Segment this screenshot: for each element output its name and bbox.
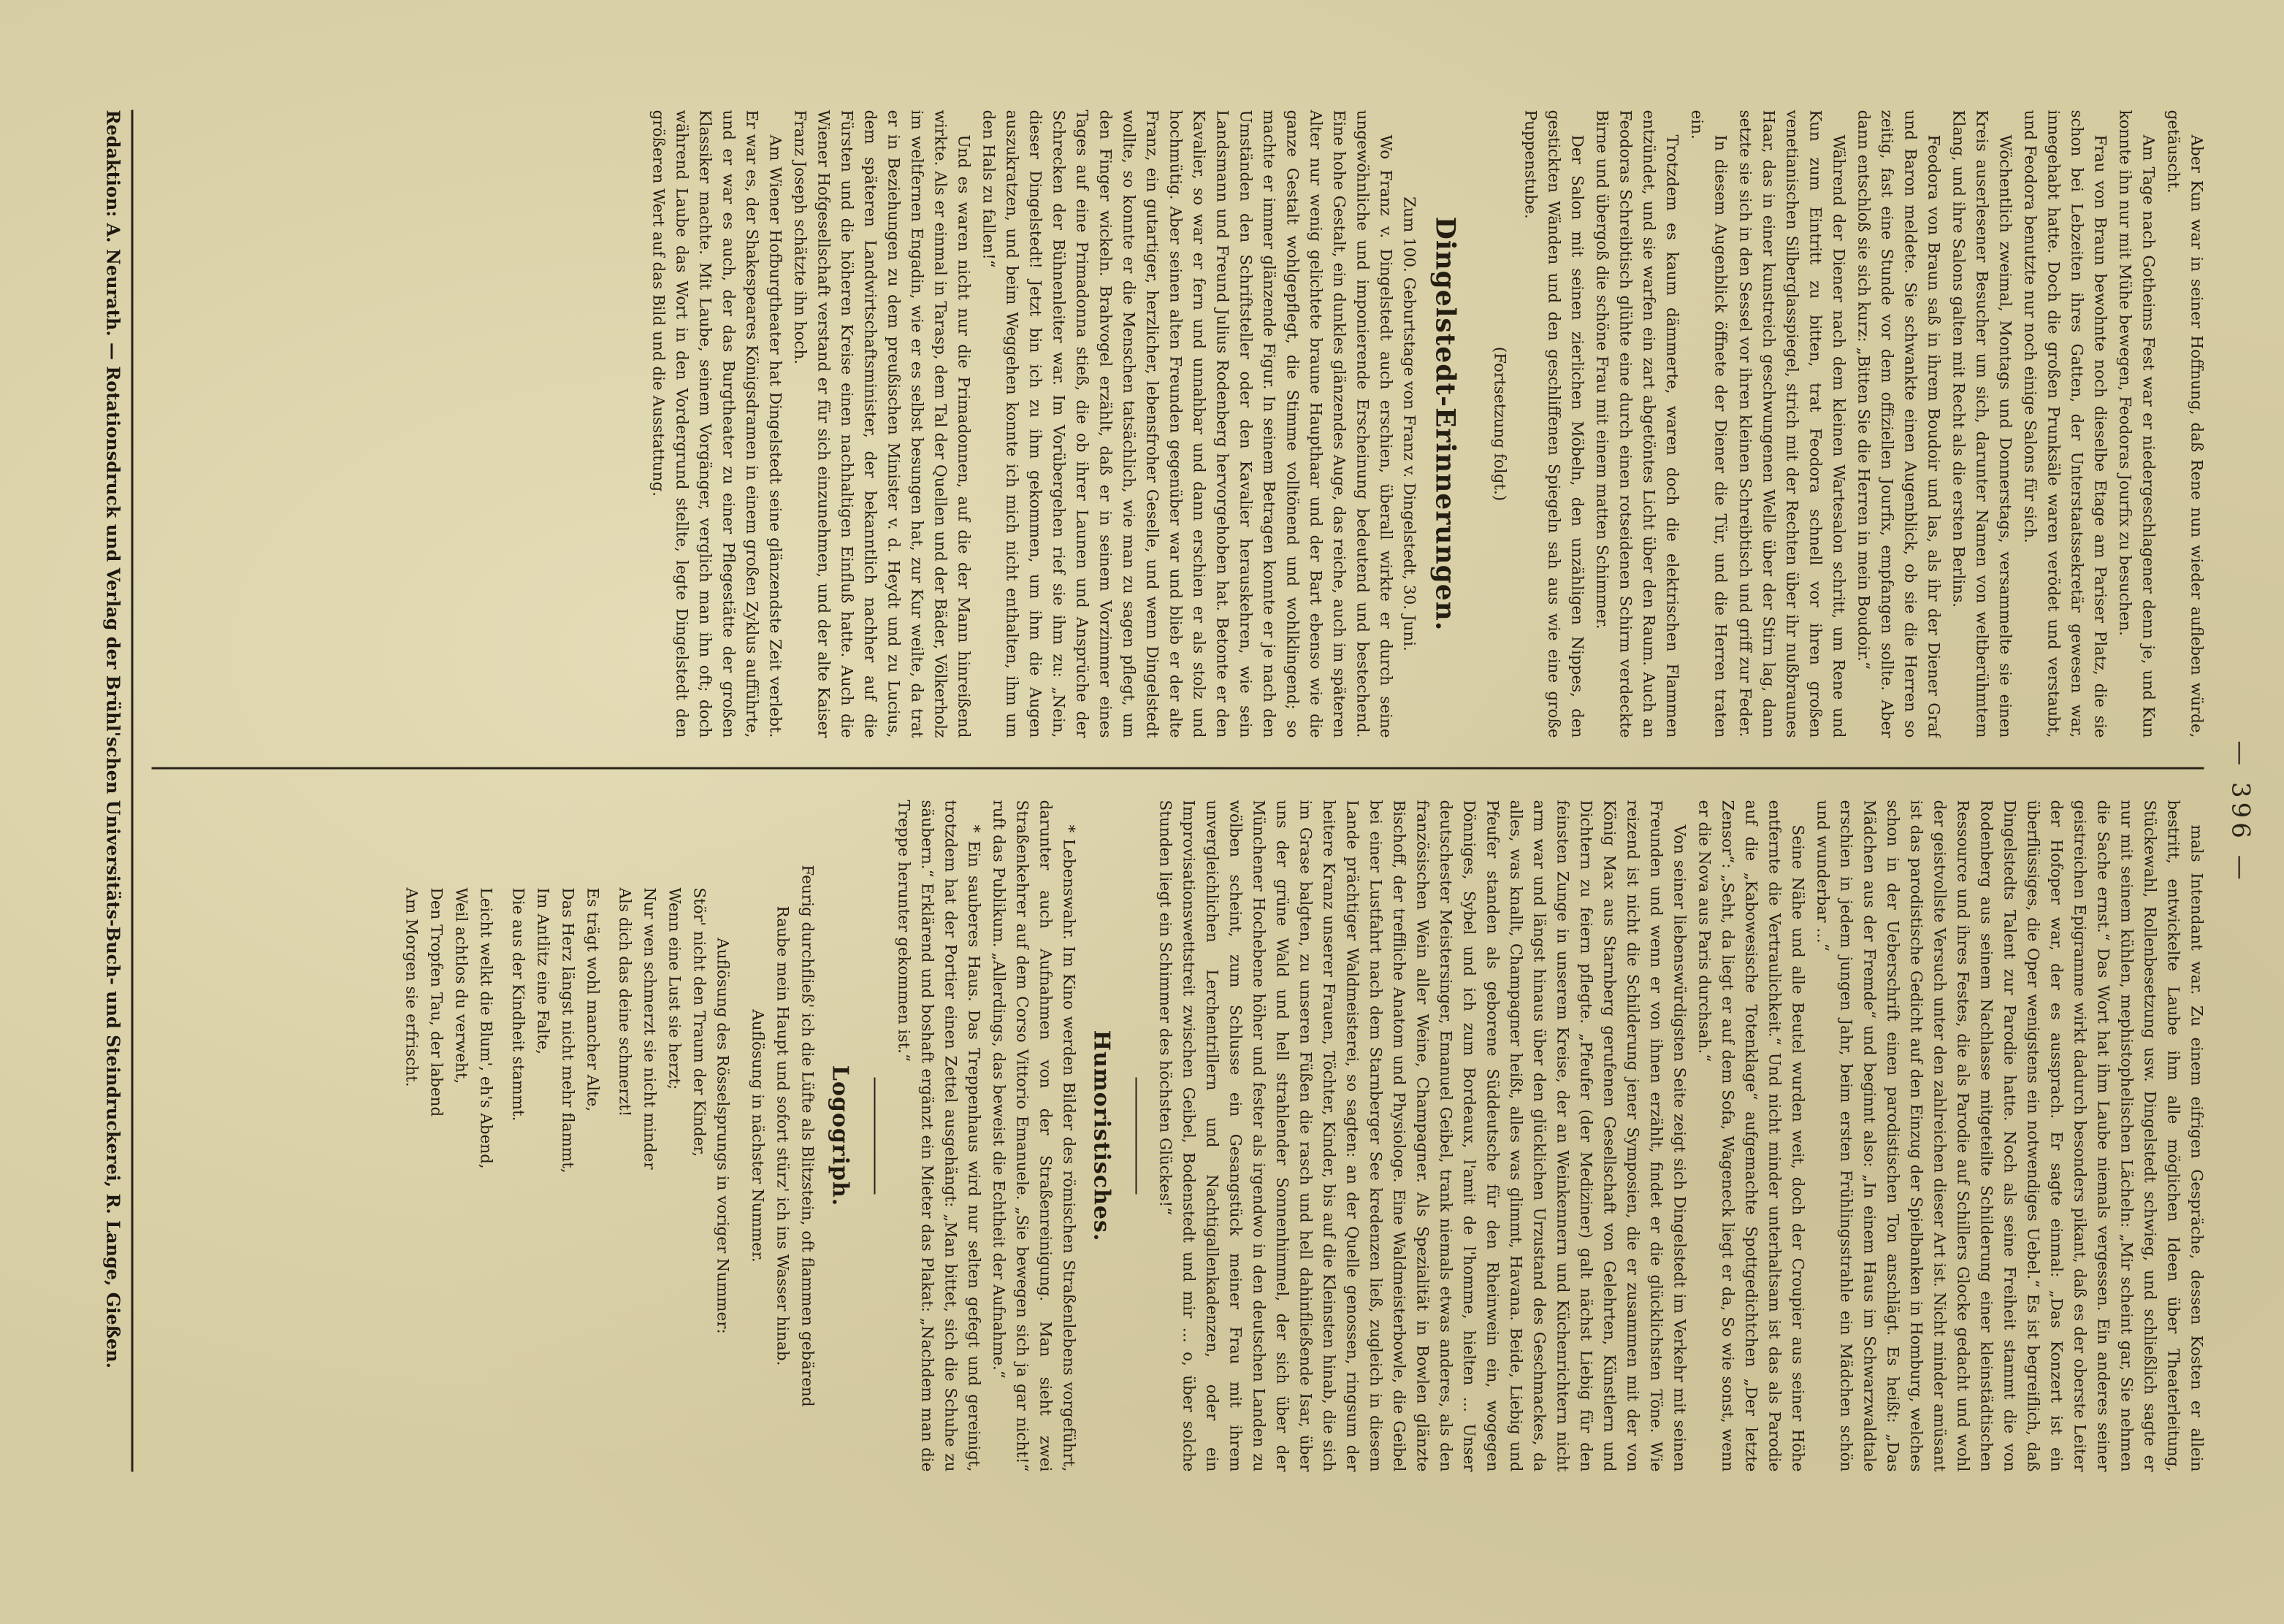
section-divider xyxy=(1135,1077,1137,1194)
poem-line: Wenn eine Lust sie herzt; xyxy=(665,887,683,1089)
imprint-footer: Redaktion: A. Neurath. — Rotationsdruck und Verlag der Brühl'schen Universitäts-Buch- und Steindruckerei, R. Lange, Gießen. xyxy=(102,110,133,1471)
paragraph: Am Wiener Hofburgtheater hat Dingelstedt seine glänzendste Zeit verlebt. Er war es, der Shakespeares Königsdramen in einem großen Zyklus aufführte, und er war es auch, der das Burgtheater zu einer Pflegestätte der großen Klassiker machte. Mit Laube, seinem Vorgänger, verglich man ihn oft; doch während Laube das Wort in den Vordergrund stellte, legte Dingelstedt den größeren Wert auf das Bild und die Ausstattung. xyxy=(649,110,784,738)
right-column xyxy=(155,800,2207,1471)
poem-line: Leicht welkt die Blum', eh's Abend, xyxy=(476,887,494,1169)
poem-line: Als dich das deine schmerzt! xyxy=(615,887,633,1116)
article-body xyxy=(646,110,1397,738)
continuation-note: (Fortsetzung folgt.) xyxy=(1490,346,1508,501)
paragraph: Während der Diener nach dem kleinen Wartesalon schritt, um Rene und Kun zum Eintritt zu bitten, trat Feodora schnell vor ihren großen venetianischen Silberglasspiegel, strich mit der Rechten über ihr nußbraunes Haar, das in einer kunstreich geschwungenen Welle über der Stirn lag, dann setzte sie sich in den Sessel vor ihren kleinen Schreibtisch und griff zur Feder. xyxy=(1735,110,1847,738)
paragraph: Von seiner liebenswürdigsten Seite zeigt sich Dingelstedt im Verkehr mit seinen Freunden und wenn er von ihnen erzählt, findet er die glücklichsten Töne. Wie reizend ist nicht die Schilderung jener Symposien, die er zusammen mit der von König Max aus Starnberg gerufenen Gesellschaft von Gelehrten, Künstlern und Dichtern zu feiern pflegte. „Pfeufer (der Mediziner) galt nächst Liebig für den feinsten Zunge in unserem Kreise, der an Weinkennern und Küchenrichtern nicht arm war und längst hinaus über den glücklichen Urzustand des Geschmackes, da alles, was knallt, Champagner heißt, alles was glimmt, Havana. Beide, Liebig und Pfeufer standen als geborene Süddeutsche für den Rheinwein ein, wogegen Dönniges, Sybel und ich zum Bordeaux, l'amit de l'homme, hielten … Unser deutschester Meistersinger, Emanuel Geibel, trank niemals etwas anderes, als den französischen Wein aller Weine, Champagner. Als Spezialität in Bowlen glänzte Bischoff, der treffliche Anatom und Physiologe. Eine Waldmeisterbowle, die Geibel bei einer Lustfahrt nach dem Starnberger See kredenzen ließ, zugleich in diesem Lande prächtiger Waldmeisterei, so sagten: an der Quelle genossen, ringsum der heitere Kranz unserer Frauen, Töchter, Kinder, bis auf die Kleinsten hinab, die sich im Grase balgten, zu unseren Füßen die rasch und hell dahinfließende Isar, über uns der grüne Wald und hell strahlender Sonnenhimmel, der sich über der Münchener Hochebene höher und fester als irgendwo in den deutschen Landen zu wölben scheint, zum Schlusse ein Gesangstück meiner Frau mit ihrem unvergleichlichen Lerchentrillern und Nachtigallenkadenzen, oder ein Improvisationswettstreit zwischen Geibel, Bodenstedt und mir … o, über solche Stunden liegt ein Schimmer des höchsten Glückes!“ xyxy=(1156,800,1688,1471)
article-title: Dingelstedt-Erinnerungen. xyxy=(1429,216,1460,631)
poem-line: Nur wen schmerzt sie nicht minder xyxy=(640,887,658,1170)
paragraph: Wöchentlich zweimal, Montags und Donnerstags, versammelte sie einen Kreis auserlesener Besucher um sich, darunter Namen von weltberühmtem Klang, und ihre Salons galten mit Recht als die ersten Berlins. xyxy=(1949,110,2014,738)
article-continuation xyxy=(1153,800,2207,1471)
paragraph: Und es waren nicht nur die Primadonnen, auf die der Mann hinreißend wirkte. Als er einmal in Tarasp, dem Tal der Quellen und der Bäder, Völkerholz im weltfernen Engadin, wie er es selbst besungen hat, zur Kur weilte, da trat er in Beziehungen zu dem preußischen Minister v. d. Heydt und zu Lucius, dem späteren Landwirtschaftsminister, der bekanntlich nachher auf die Fürsten und die höheren Kreise einen nachhaltigen Einfluß hatte. Auch die Wiener Hofgesellschaft verstand er für sich einzunehmen, und der alte Kaiser Franz Joseph schätzte ihn hoch. xyxy=(790,110,972,738)
paragraph: Der Salon mit seinen zierlichen Möbeln, den unzähligen Nippes, den gestickten Wänden und den geschliffenen Spiegeln sah aus wie eine große Puppenstube. xyxy=(1521,110,1586,738)
solution-title: Auflösung des Rösselsprungs in voriger Nummer: xyxy=(713,937,731,1334)
poem-stanza xyxy=(399,800,497,1471)
paragraph: Frau von Braun bewohnte noch dieselbe Etage am Pariser Platz, die sie schon bei Lebzeiten ihres Gatten, der Unterstaatssekretär gewesen war, innegehabt hatte. Doch die großen Prunksäle waren verödet und verstaubt, und Feodora benutzte nur noch einige Salons für sich. xyxy=(2020,110,2109,738)
logogriph-line: Auflösung in nächster Nummer. xyxy=(748,1008,766,1263)
poem-line: Den Tropfen Tau, der labend xyxy=(427,887,445,1116)
poem-line: Das Herz längst nicht mehr flammt, xyxy=(558,887,576,1173)
logogriph-title: Logogriph. xyxy=(827,1065,852,1206)
logogriph-line: Raube mein Haupt und sofort stürz' ich ins Wasser hinab. xyxy=(773,905,791,1366)
logogriph-line: Feurig durchfließ' ich die Lüfte als Blitzstein, oft flammen gebärend xyxy=(798,864,816,1407)
column-divider xyxy=(151,767,2204,769)
paragraph: Wo Franz v. Dingelstedt auch erschien, überall wirkte er durch seine ungewöhnliche und imponierende Erscheinung bedeutend und bestechend. Eine hohe Gestalt, ein dunkles glänzendes Auge, das reiche, auch im späteren Alter nur wenig gelichtete braune Haupthaar und der Bart ebenso wie die ganze Gestalt wohlgepflegt, die Stimme volltönend und wohlklingend; so machte er immer glänzende Figur. In seinem Betragen konnte er je nach den Umständen den Schriftsteller oder den Kavalier herauskehren, wie sein Landsmann und Freund Julius Rodenberg hervorgehoben hat. Betonte er den Kavalier, so war er fern und unnahbar und dann erschien er als stolz und hochmütig. Aber seinen alten Freunden gegenüber war und blieb er der alte Franz, ein gutartiger, herzlicher, lebensfroher Geselle, und wenn Dingelstedt wollte, so konnte er die Menschen tatsächlich, wie man zu sagen pflegt, um den Finger wickeln. Brahvogel erzählt, daß er in seinem Vorzimmer eines Tages auf eine Primadonna stieß, die ob ihrer Launen und Ansprüche der Schrecken der Bühnenleiter war. Im Vorübergehen rief sie ihm zu: „Nein, dieser Dingelstedt! Jetzt bin ich zu ihm gekommen, um ihm die Augen auszukratzen, und beim Weggehen konnte ich mich nicht enthalten, ihm um den Hals zu fallen!“ xyxy=(979,110,1394,738)
poem-line: Weil achtlos du verweht, xyxy=(451,887,470,1084)
section-divider xyxy=(874,1077,875,1194)
paragraph: Aber Kun war in seiner Hoffnung, daß Rene nun wieder aufleben würde, getäuscht. xyxy=(2163,110,2205,738)
paragraph: Feodora von Braun saß in ihrem Boudoir und las, als ihr der Diener Graf und Baron meldete. Sie schwankte einen Augenblick, ob sie die Herren so zeitig, fast eine Stunde vor dem offiziellen Jourfix, empfangen sollte. Aber dann entschloß sie sich kurz: „Bitten Sie die Herren in mein Boudoir.“ xyxy=(1854,110,1942,738)
humor-section xyxy=(891,800,1080,1471)
poem-line: Die aus der Kindheit stammt. xyxy=(508,887,527,1122)
poem-stanza xyxy=(612,800,710,1471)
humor-item: * Ein sauberes Haus. Das Treppenhaus wird nur selten gefegt und gereinigt, trotzdem hat der Portier einen Zettel ausgehängt: „Man bittet, sich die Schuhe zu säubern.“ Erklärend und boshaft ergänzt ein Mieter das Plakat: „Nachdem man die Treppe herunter gekommen ist.“ xyxy=(894,800,982,1471)
paragraph: mals Intendant war. Zu einem eifrigen Gespräche, dessen Kosten er allein bestritt, entwickelte Laube ihm alle möglichen Ideen über Theaterleitung, Stückewahl, Rollenbesetzung usw. Dingelstedt schwieg, und schließlich sagte er nur mit seinem kühlen, mephistophelischen Lächeln: „Mir scheint gar, Sie nehmen die Sache ernst.“ Das Wort hat ihm Laube niemals vergessen. Ein anderes seiner geistreichen Epigramme wirkt dadurch besonders pikant, daß es der oberste Leiter der Hofoper war, der es aussprach. Er sagte einmal: „Das Konzert ist ein überflüssiges, die Oper wenigstens ein notwendiges Uebel.“ Es ist begreiflich, daß Dingelstedts Talent zur Parodie hatte. Noch als seine Freiheit stammt die von Rodenberg aus seinem Nachlasse mitgeteilte Schilderung einer kleinstädtischen Ressource und ihres Festes, die als Parodie auf Schillers Glocke gedacht und wohl der geistvollste Versuch unter den zahlreichen dieser Art ist. Nicht minder amüsant ist das parodistische Gedicht auf den Einzug der Spielbanken in Homburg, welches schon in der Ueberschrift einen parodistischen Ton anschlägt. Es heißt: „Das Mädchen aus der Fremde“ und beginnt also: „In einem Haus im Schwarzwaldtale erschien in jedem jungen Jahr, beim ersten Frühlingsstrahle ein Mädchen schön und wunderbar …“ xyxy=(1813,800,2205,1471)
page-number: — 396 — xyxy=(2226,740,2255,884)
poem-line: Am Morgen sie erfrischt. xyxy=(402,887,420,1087)
article-subtitle: Zum 100. Geburtstage von Franz v. Dingelstedt, 30. Juni. xyxy=(1399,196,1418,651)
logogriph-puzzle xyxy=(745,800,818,1471)
humor-title: Humoristisches. xyxy=(1088,1030,1114,1241)
paragraph: In diesem Augenblick öffnete der Diener die Tür, und die Herren traten ein. xyxy=(1687,110,1729,738)
humor-item: * Lebenswahr. Im Kino werden Bilder des römischen Straßenlebens vorgeführt, darunter auch Aufnahmen von der Straßenreinigung. Man sieht zwei Straßenkehrer auf dem Corso Vittorio Emanuele. „Sie bewegen sich ja gar nicht!“ ruft das Publikum. „Allerdings, das beweist die Echtheit der Aufnahme.“ xyxy=(989,800,1077,1471)
poem-line: Stör' nicht den Traum der Kinder, xyxy=(690,887,708,1157)
paragraph: Trotzdem es kaum dämmerte, waren doch die elektrischen Flammen entzündet, und sie warfen ein zart abgetöntes Licht über den Raum. Auch an Feodoras Schreibtisch glühte eine durch einen rotseidenen Schirm verdeckte Birne und übergoß die schöne Frau mit einem matten Schimmer. xyxy=(1592,110,1681,738)
poem-line: Im Antlitz eine Falte, xyxy=(533,887,551,1054)
poem-stanza xyxy=(505,800,603,1471)
solution-poem xyxy=(399,800,710,1471)
serial-story-text xyxy=(1518,110,2207,738)
poem-line: Es trägt wohl mancher Alte, xyxy=(583,887,601,1111)
paragraph: Seine Nähe und alle Beutel wurden weit, doch der Croupier aus seiner Höhe entfernte die Vertraulichkeit.“ Und nicht minder unterhaltsam ist das als Parodie auf die „Kabowesische Totenklage“ aufgemachte Spottgedichtchen „Der letzte Zensor“: „Seht, da liegt er auf dem Sofa, Wageneck liegt er da, So wie sonst, wenn er die Nova aus Paris durchsah.“ xyxy=(1695,800,1806,1471)
paragraph: Am Tage nach Gotheims Fest war er niedergeschlagener denn je, und Kun konnte ihn nur mit Mühe bewegen, Feodoras Jourfix zu besuchen. xyxy=(2115,110,2157,738)
left-column xyxy=(155,110,2207,738)
